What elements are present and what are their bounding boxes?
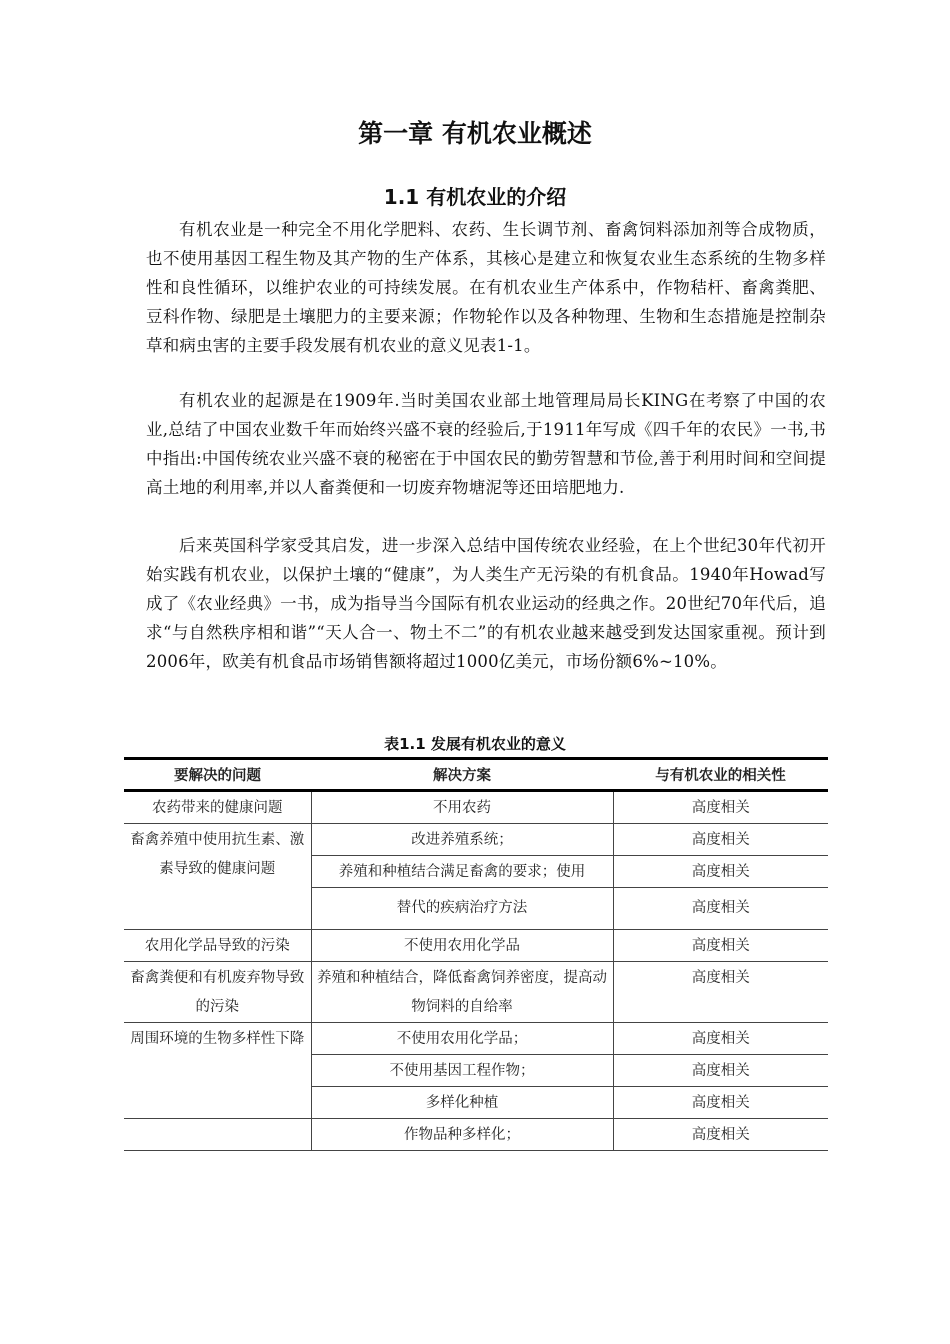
cell-solution: 不使用基因工程作物； xyxy=(311,1055,613,1087)
cell-solution: 养殖和种植结合满足畜禽的要求；使用 xyxy=(311,856,613,888)
header-relevance: 与有机农业的相关性 xyxy=(613,759,828,791)
cell-solution: 不用农药 xyxy=(311,791,613,824)
table-row xyxy=(124,1023,828,1055)
cell-solution: 多样化种植 xyxy=(311,1087,613,1119)
cell-relevance: 高度相关 xyxy=(613,1087,828,1119)
cell-problem: 周围环境的生物多样性下降 xyxy=(124,1023,311,1119)
cell-problem: 畜禽养殖中使用抗生素、激素导致的健康问题 xyxy=(124,824,311,930)
cell-relevance: 高度相关 xyxy=(613,888,828,930)
paragraph-history: 后来英国科学家受其启发，进一步深入总结中国传统农业经验，在上个世纪30年代初开始实践有机农业，以保护土壤的“健康”，为人类生产无污染的有机食品。1940年Howad写成了《农业经典》一书，成为指导当今国际有机农业运动的经典之作。20世纪70年代后，追求“与自然秩序相和谐”“天人合一、物土不二”的有机农业越来越受到发达国家重视。预计到2006年，欧美有机食品市场销售额将超过1000亿美元，市场份额6%~10%。 xyxy=(146,536,826,671)
section-title: 1.1 有机农业的介绍 xyxy=(383,185,567,209)
cell-relevance: 高度相关 xyxy=(613,856,828,888)
table-header-row xyxy=(124,759,828,791)
cell-solution: 不使用农用化学品； xyxy=(311,1023,613,1055)
cell-relevance: 高度相关 xyxy=(613,824,828,856)
header-problem: 要解决的问题 xyxy=(124,759,311,791)
cell-problem: 农用化学品导致的污染 xyxy=(124,930,311,962)
cell-relevance: 高度相关 xyxy=(613,1119,828,1151)
cell-solution: 作物品种多样化； xyxy=(311,1119,613,1151)
significance-table xyxy=(124,757,828,1151)
header-solution: 解决方案 xyxy=(311,759,613,791)
table-row xyxy=(124,1119,828,1151)
cell-solution: 不使用农用化学品 xyxy=(311,930,613,962)
cell-problem: 畜禽粪便和有机废弃物导致的污染 xyxy=(124,962,311,1023)
chapter-title: 第一章 有机农业概述 xyxy=(358,119,592,148)
table-caption: 表1.1 发展有机农业的意义 xyxy=(384,735,566,753)
cell-solution: 养殖和种植结合，降低畜禽饲养密度，提高动物饲料的自给率 xyxy=(311,962,613,1023)
cell-relevance: 高度相关 xyxy=(613,962,828,1023)
paragraph-origin: 有机农业的起源是在1909年.当时美国农业部土地管理局局长KING在考察了中国的农业,总结了中国农业数千年而始终兴盛不衰的经验后,于1911年写成《四千年的农民》一书,书中指出:中国传统农业兴盛不衰的秘密在于中国农民的勤劳智慧和节俭,善于利用时间和空间提高土地的利用率,并以人畜粪便和一切废弃物塘泥等还田培肥地力. xyxy=(146,391,826,497)
cell-relevance: 高度相关 xyxy=(613,1023,828,1055)
table-row xyxy=(124,930,828,962)
table-row xyxy=(124,824,828,856)
cell-relevance: 高度相关 xyxy=(613,791,828,824)
cell-problem xyxy=(124,1119,311,1151)
cell-relevance: 高度相关 xyxy=(613,1055,828,1087)
cell-solution: 改进养殖系统； xyxy=(311,824,613,856)
cell-problem: 农药带来的健康问题 xyxy=(124,791,311,824)
table-row xyxy=(124,962,828,1023)
paragraph-intro: 有机农业是一种完全不用化学肥料、农药、生长调节剂、畜禽饲料添加剂等合成物质，也不使用基因工程生物及其产物的生产体系，其核心是建立和恢复农业生态系统的生物多样性和良性循环，以维护农业的可持续发展。在有机农业生产体系中，作物秸杆、畜禽粪肥、豆科作物、绿肥是土壤肥力的主要来源；作物轮作以及各种物理、生物和生态措施是控制杂草和病虫害的主要手段发展有机农业的意义见表1-1。 xyxy=(146,220,826,355)
cell-solution: 替代的疾病治疗方法 xyxy=(311,888,613,930)
cell-relevance: 高度相关 xyxy=(613,930,828,962)
table-row xyxy=(124,791,828,824)
